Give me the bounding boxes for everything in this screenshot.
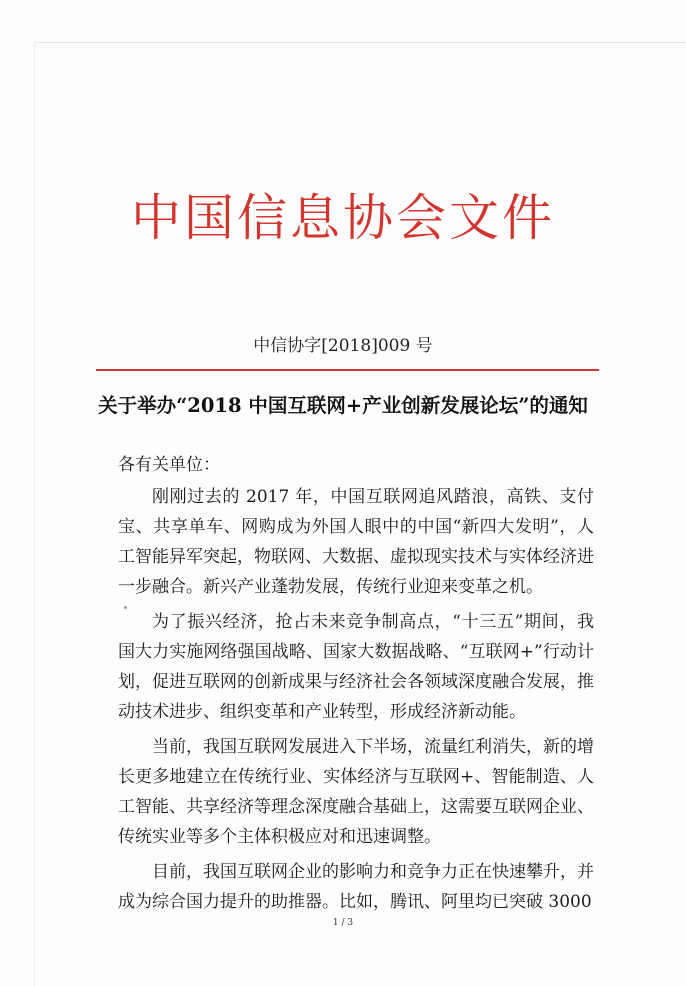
salutation: 各有关单位： [118,455,220,475]
document-number: 中信协字[2018]009 号 [253,336,433,356]
body-paragraph-2: 为了振兴经济，抢占未来竞争制高点，“十三五”期间，我国大力实施网络强国战略、国家大数据战略、“互联网+”行动计划，促进互联网的创新成果与经济社会各领域深度融合发展，推动技术进步、组织变革和产业转型，形成经济新动能。 [118,612,594,722]
notice-body [118,450,594,917]
body-paragraph-3: 当前，我国互联网发展进入下半场，流量红利消失，新的增长更多地建立在传统行业、实体经济与互联网+、智能制造、人工智能、共享经济等理念深度融合基础上，这需要互联网企业、传统实业等多个主体积极应对和迅速调整。 [118,737,594,847]
page-number: 1 / 3 [332,918,354,928]
page-left-edge [34,42,35,986]
body-paragraph-4: 目前，我国互联网企业的影响力和竞争力正在快速攀升，并成为综合国力提升的助推器。比如，腾讯、阿里均已突破 3000 [118,862,594,912]
scan-speck [124,606,127,609]
notice-title: 关于举办“2018 中国互联网+产业创新发展论坛”的通知 [98,394,588,417]
red-divider-line [96,369,599,371]
page-top-edge [34,42,686,43]
body-paragraph-1: 刚刚过去的 2017 年，中国互联网追风踏浪，高铁、支付宝、共享单车、网购成为外国人眼中的中国“新四大发明”，人工智能异军突起，物联网、大数据、虚拟现实技术与实体经济进一步融合。新兴产业蓬勃发展，传统行业迎来变革之机。 [118,487,594,597]
letterhead-title: 中国信息协会文件 [131,189,555,247]
